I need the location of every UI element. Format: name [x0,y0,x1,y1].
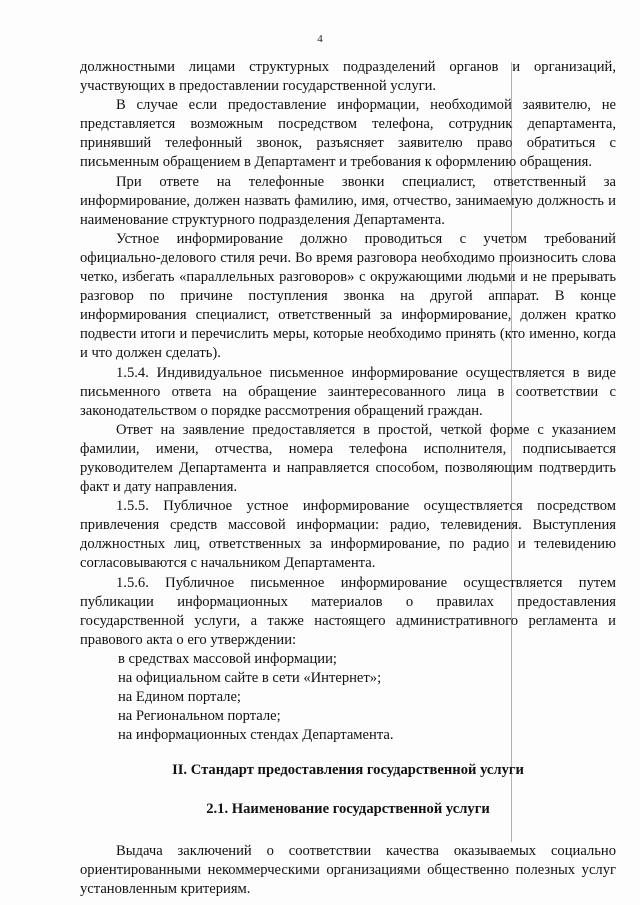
paragraph: 1.5.6. Публичное письменное информирование осуществляется путем публикации информационных материалов о правилах предоставления государственной услуги, а также настоящего административного регламента и правового акта о его утверждении: [80,574,616,648]
list-item: на официальном сайте в сети «Интернет»; [118,670,382,686]
paragraph: Устное информирование должно проводиться с учетом требований официально-делового стиля речи. Во время разговора необходимо произносить слова четко, избегать «параллельных разговоров» с окружающими людьми и не прерывать разговор по причине поступления звонка на другой аппарат. В конце информирования специалист, ответственный за информирование, должен кратко подвести итоги и перечислить меры, которые необходимо принять (кто именно, когда и что должен сделать). [80,230,616,362]
paragraph: При ответе на телефонные звонки специалист, ответственный за информирование, должен назвать фамилию, имя, отчество, занимаемую должность и наименование структурного подразделения Департамента. [80,173,616,228]
publication-list [80,650,616,745]
section-heading: II. Стандарт предоставления государственной услуги [172,762,524,779]
list-item: на Региональном портале; [118,708,281,725]
list-item: на информационных стендах Департамента. [118,727,394,744]
subsection-heading: 2.1. Наименование государственной услуги [206,801,490,818]
document-body [80,58,616,899]
paragraph: В случае если предоставление информации, необходимой заявителю, не представляется возможным посредством телефона, сотрудник департамента, принявший телефонный звонок, разъясняет заявителю право обратиться с письменным обращением в Департамент и требования к оформлению обращения. [80,97,616,171]
paragraph: должностными лицами структурных подразделений органов и организаций, участвующих в предоставлении государственной услуги. [80,59,616,95]
list-item: в средствах массовой информации; [118,650,337,667]
final-paragraph: Выдача заключений о соответствии качества оказываемых социально ориентированными некоммерческими организациями общественно полезных услуг установленным критериям. [80,842,616,897]
paragraph: 1.5.4. Индивидуальное письменное информирование осуществляется в виде письменного ответа на обращение заинтересованного лица в соответствии с законодательством о порядке рассмотрения обращений граждан. [80,364,616,419]
paragraph: Ответ на заявление предоставляется в простой, четкой форме с указанием фамилии, имени, отчества, номера телефона исполнителя, подписывается руководителем Департамента и направляется способом, позволяющим подтвердить факт и дату направления. [80,421,616,496]
spacer [80,820,616,842]
page-number: 4 [317,33,323,45]
list-item: на Едином портале; [118,689,241,706]
scan-fold-line [511,62,512,842]
paragraph: 1.5.5. Публичное устное информирование осуществляется посредством привлечения средств массовой информации: радио, телевидения. Выступления должностных лиц, ответственных за информирование, по радио и телевидению согласовываются с начальником Департамента. [80,498,616,572]
